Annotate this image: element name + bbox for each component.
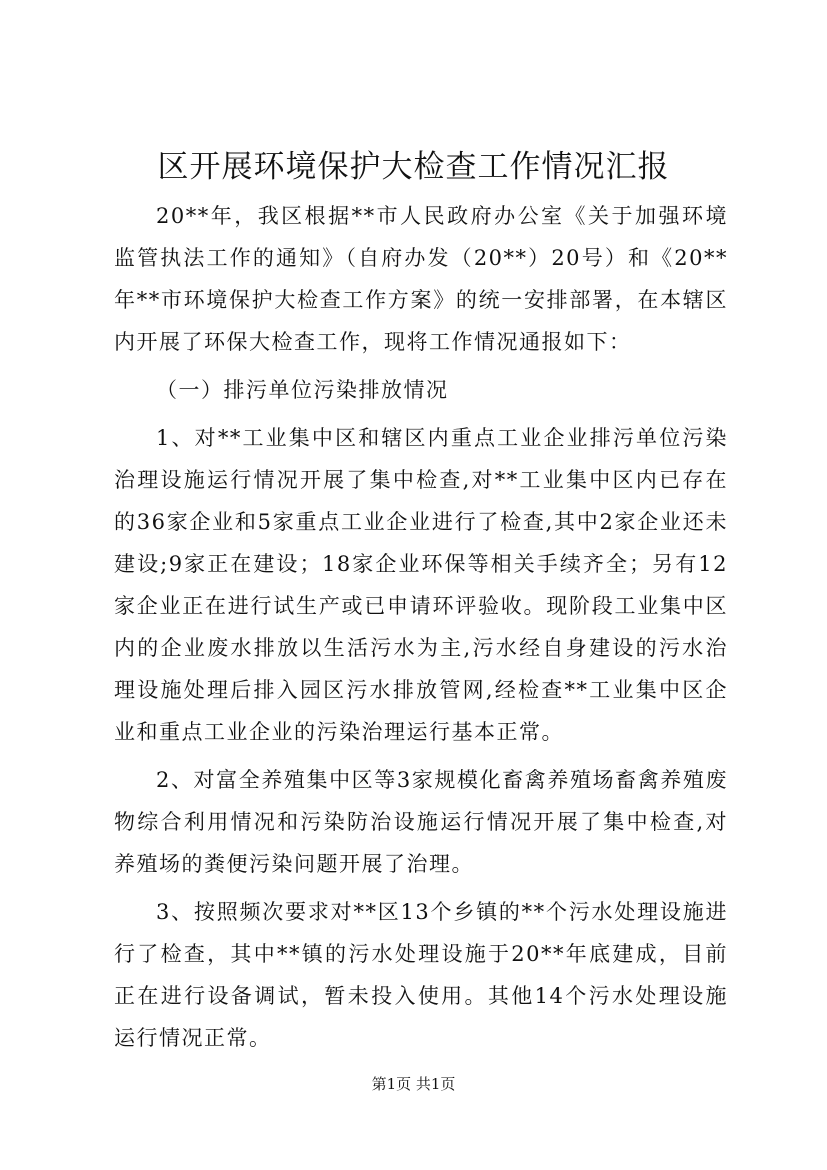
- document-body: [114, 195, 728, 1065]
- item-3-paragraph: 3、按照频次要求对**区13个乡镇的**个污水处理设施进行了检查，其中**镇的污水处理设施于20**年底建成，目前正在进行设备调试，暂未投入使用。其他14个污水处理设施运行情况正常。: [114, 900, 728, 1050]
- item-1-paragraph: 1、对**工业集中区和辖区内重点工业企业排污单位污染治理设施运行情况开展了集中检查,对**工业集中区内已存在的36家企业和5家重点工业企业进行了检查,其中2家企业还未建设;9家正在建设；18家企业环保等相关手续齐全；另有12家企业正在进行试生产或已申请环评验收。现阶段工业集中区内的企业废水排放以生活污水为主,污水经自身建设的污水治理设施处理后排入园区污水排放管网,经检查**工业集中区企业和重点工业企业的污染治理运行基本正常。: [114, 426, 728, 744]
- intro-paragraph: 20**年，我区根据**市人民政府办公室《关于加强环境监管执法工作的通知》（自府办发（20**）20号）和《20**年**市环境保护大检查工作方案》的统一安排部署，在本辖区内开展了环保大检查工作，现将工作情况通报如下：: [114, 204, 728, 354]
- item-2-paragraph: 2、对富全养殖集中区等3家规模化畜禽养殖场畜禽养殖废物综合利用情况和污染防治设施运行情况开展了集中检查,对养殖场的粪便污染问题开展了治理。: [114, 768, 728, 876]
- section-heading: （一）排污单位污染排放情况: [156, 378, 449, 402]
- page-footer: 第1页 共1页: [371, 1075, 456, 1093]
- document-title: 区开展环境保护大检查工作情况汇报: [157, 149, 670, 185]
